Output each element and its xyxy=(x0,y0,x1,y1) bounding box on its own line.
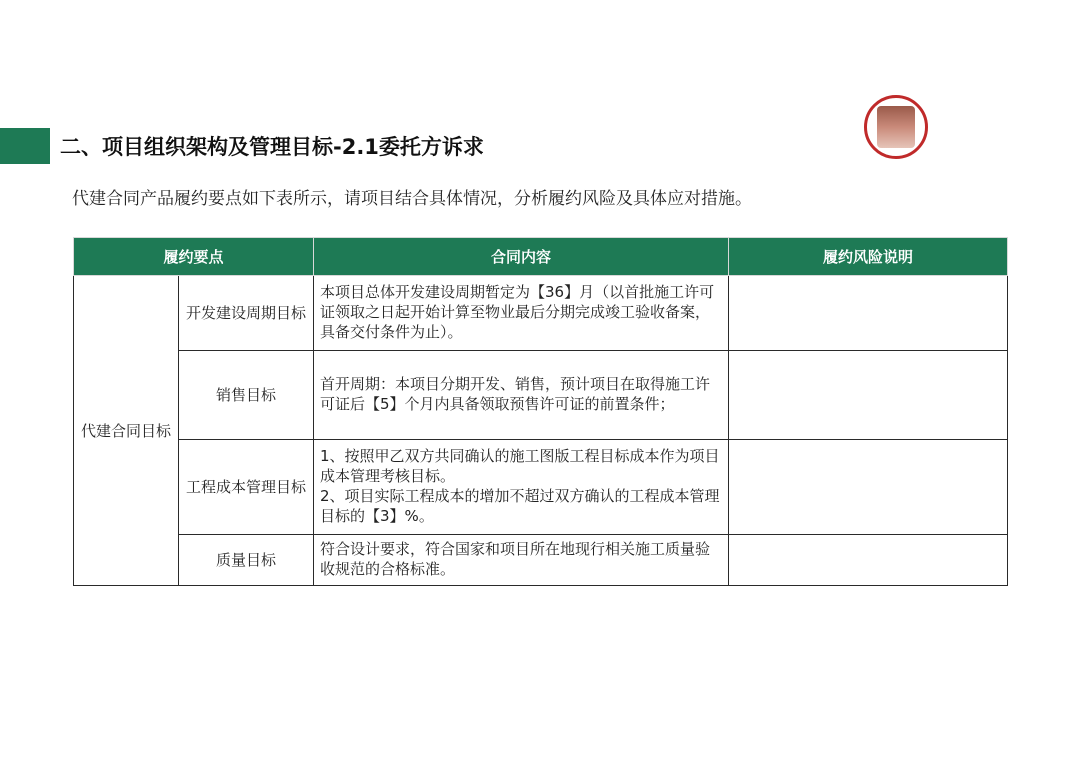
contract-table xyxy=(73,237,1008,586)
point-cell: 质量目标 xyxy=(179,535,314,586)
risk-cell[interactable] xyxy=(729,535,1008,586)
table-header-row xyxy=(74,238,1008,276)
point-cell: 销售目标 xyxy=(179,351,314,440)
risk-cell[interactable] xyxy=(729,351,1008,440)
content-cell: 符合设计要求，符合国家和项目所在地现行相关施工质量验收规范的合格标准。 xyxy=(314,535,729,586)
point-cell: 开发建设周期目标 xyxy=(179,276,314,351)
point-cell: 工程成本管理目标 xyxy=(179,440,314,535)
table-row xyxy=(74,535,1008,586)
table-row xyxy=(74,276,1008,351)
table-row xyxy=(74,440,1008,535)
risk-cell[interactable] xyxy=(729,276,1008,351)
page-title: 二、项目组织架构及管理目标-2.1委托方诉求 xyxy=(60,135,484,159)
logo-emblem xyxy=(877,106,915,148)
title-accent-bar xyxy=(0,128,50,164)
content-cell: 首开周期：本项目分期开发、销售，预计项目在取得施工许可证后【5】个月内具备领取预售许可证的前置条件； xyxy=(314,351,729,440)
company-logo-icon xyxy=(864,95,928,159)
column-header-content: 合同内容 xyxy=(314,238,729,276)
content-cell xyxy=(314,440,729,535)
content-line: 1、按照甲乙双方共同确认的施工图版工程目标成本作为项目成本管理考核目标。 xyxy=(320,447,720,485)
column-header-risk: 履约风险说明 xyxy=(729,238,1008,276)
table-row xyxy=(74,351,1008,440)
risk-cell[interactable] xyxy=(729,440,1008,535)
page-subtitle: 代建合同产品履约要点如下表所示，请项目结合具体情况，分析履约风险及具体应对措施。 xyxy=(72,189,752,209)
content-line: 2、项目实际工程成本的增加不超过双方确认的工程成本管理目标的【3】%。 xyxy=(320,487,720,525)
content-cell: 本项目总体开发建设周期暂定为【36】月（以首批施工许可证领取之日起开始计算至物业最后分期完成竣工验收备案，具备交付条件为止）。 xyxy=(314,276,729,351)
column-header-points: 履约要点 xyxy=(74,238,314,276)
group-label-cell: 代建合同目标 xyxy=(74,276,179,586)
